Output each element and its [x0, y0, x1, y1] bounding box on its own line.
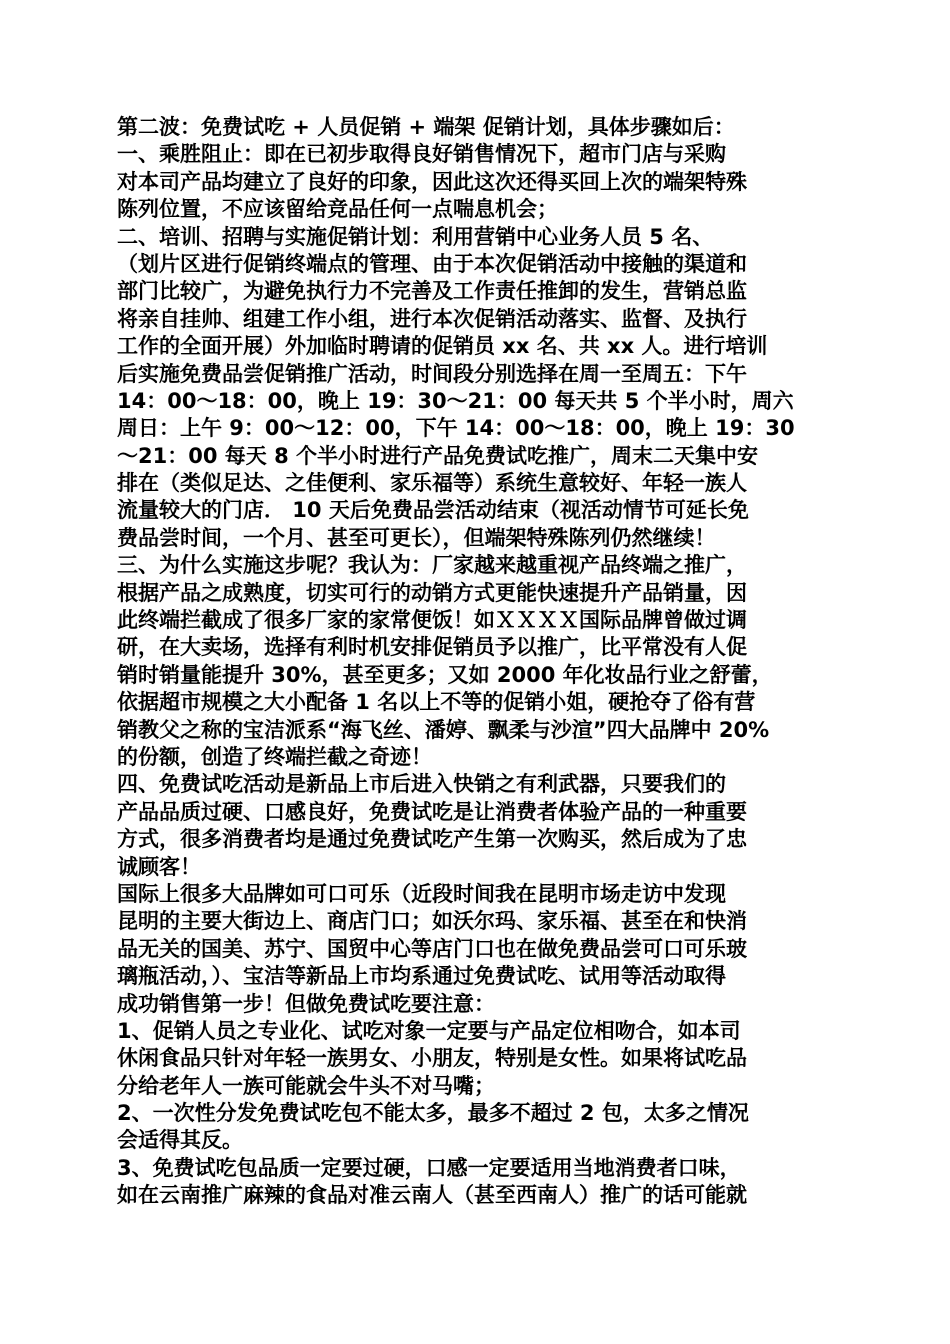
text-line: ～21：00 每天 8 个半小时进行产品免费试吃推广，周末二天集中安	[117, 443, 758, 468]
text-line: 研，在大卖场，选择有利时机安排促销员予以推广，比平常没有人促	[117, 635, 747, 660]
text-line: 四、免费试吃活动是新品上市后进入快销之有利武器，只要我们的	[117, 772, 726, 797]
text-line: 部门比较广，为避免执行力不完善及工作责任推卸的发生，营销总监	[117, 279, 747, 304]
text-line: 的份额，创造了终端拦截之奇迹！	[117, 744, 432, 769]
text-line: 昆明的主要大街边上、商店门口；如沃尔玛、家乐福、甚至在和快消	[117, 909, 747, 934]
text-line: 此终端拦截成了很多厂家的家常便饭！如ＸＸＸＸ国际品牌曾做过调	[117, 608, 747, 633]
text-line: 1、促销人员之专业化、试吃对象一定要与产品定位相吻合，如本司	[117, 1018, 741, 1043]
text-line: 品无关的国美、苏宁、国贸中心等店门口也在做免费品尝可口可乐玻	[117, 936, 747, 961]
text-line: 璃瓶活动，）、宝洁等新品上市均系通过免费试吃、试用等活动取得	[117, 964, 726, 989]
text-line: （划片区进行促销终端点的管理、由于本次促销活动中接触的渠道和	[117, 251, 747, 276]
text-line: 休闲食品只针对年轻一族男女、小朋友，特别是女性。如果将试吃品	[117, 1046, 747, 1071]
text-line: 销教父之称的宝洁派系“海飞丝、潘婷、飘柔与沙渲”四大品牌中 20%	[117, 717, 770, 742]
text-line: 销时销量能提升 30%，甚至更多；又如 2000 年化妆品行业之舒蕾，	[117, 662, 773, 687]
text-line: 一、乘胜阻止：即在已初步取得良好销售情况下，超市门店与采购	[117, 142, 726, 167]
text-line: 14：00～18：00，晚上 19：30～21：00 每天共 5 个半小时，周六	[117, 388, 794, 413]
text-line: 依据超市规模之大小配备 1 名以上不等的促销小姐，硬抢夺了俗有营	[117, 690, 756, 715]
text-line: 费品尝时间，一个月、甚至可更长），但端架特殊陈列仍然继续！	[117, 525, 716, 550]
text-line: 如在云南推广麻辣的食品对准云南人（甚至西南人）推广的话可能就	[117, 1183, 747, 1208]
text-line: 陈列位置，不应该留给竞品任何一点喘息机会；	[117, 197, 558, 222]
text-line: 产品品质过硬、口感良好，免费试吃是让消费者体验产品的一种重要	[117, 799, 747, 824]
text-line: 三、为什么实施这步呢？我认为：厂家越来越重视产品终端之推广，	[117, 553, 747, 578]
text-line: 方式，很多消费者均是通过免费试吃产生第一次购买，然后成为了忠	[117, 827, 747, 852]
text-line: 二、培训、招聘与实施促销计划：利用营销中心业务人员 5 名、	[117, 224, 714, 249]
text-line: 会适得其反。	[117, 1128, 243, 1153]
text-line: 对本司产品均建立了良好的印象，因此这次还得买回上次的端架特殊	[117, 169, 747, 194]
text-line: 国际上很多大品牌如可口可乐（近段时间我在昆明市场走访中发现	[117, 881, 726, 906]
text-line: 第二波：免费试吃 + 人员促销 + 端架 促销计划，具体步骤如后：	[117, 115, 735, 139]
text-line: 后实施免费品尝促销推广活动，时间段分别选择在周一至周五：下午	[117, 361, 747, 386]
text-line: 流量较大的门店． 10 天后免费品尝活动结束（视活动情节可延长免	[117, 498, 749, 523]
text-line: 2、一次性分发免费试吃包不能太多，最多不超过 2 包，太多之情况	[117, 1101, 749, 1126]
document-body	[117, 114, 835, 1210]
text-line: 将亲自挂帅、组建工作小组，进行本次促销活动落实、监督、及执行	[117, 306, 747, 331]
text-line: 根据产品之成熟度，切实可行的动销方式更能快速提升产品销量，因	[117, 580, 747, 605]
text-line: 分给老年人一族可能就会牛头不对马嘴；	[117, 1073, 495, 1098]
text-line: 成功销售第一步！但做免费试吃要注意：	[117, 991, 495, 1016]
text-line: 周日：上午 9：00～12：00，下午 14：00～18：00，晚上 19：30	[117, 416, 795, 441]
text-line: 排在（类似足达、之佳便利、家乐福等）系统生意较好、年轻一族人	[117, 471, 747, 496]
text-line: 诚顾客！	[117, 854, 201, 879]
text-line: 工作的全面开展）外加临时聘请的促销员 xx 名、共 xx 人。进行培训	[117, 334, 768, 359]
text-line: 3、免费试吃包品质一定要过硬，口感一定要适用当地消费者口味，	[117, 1155, 741, 1180]
